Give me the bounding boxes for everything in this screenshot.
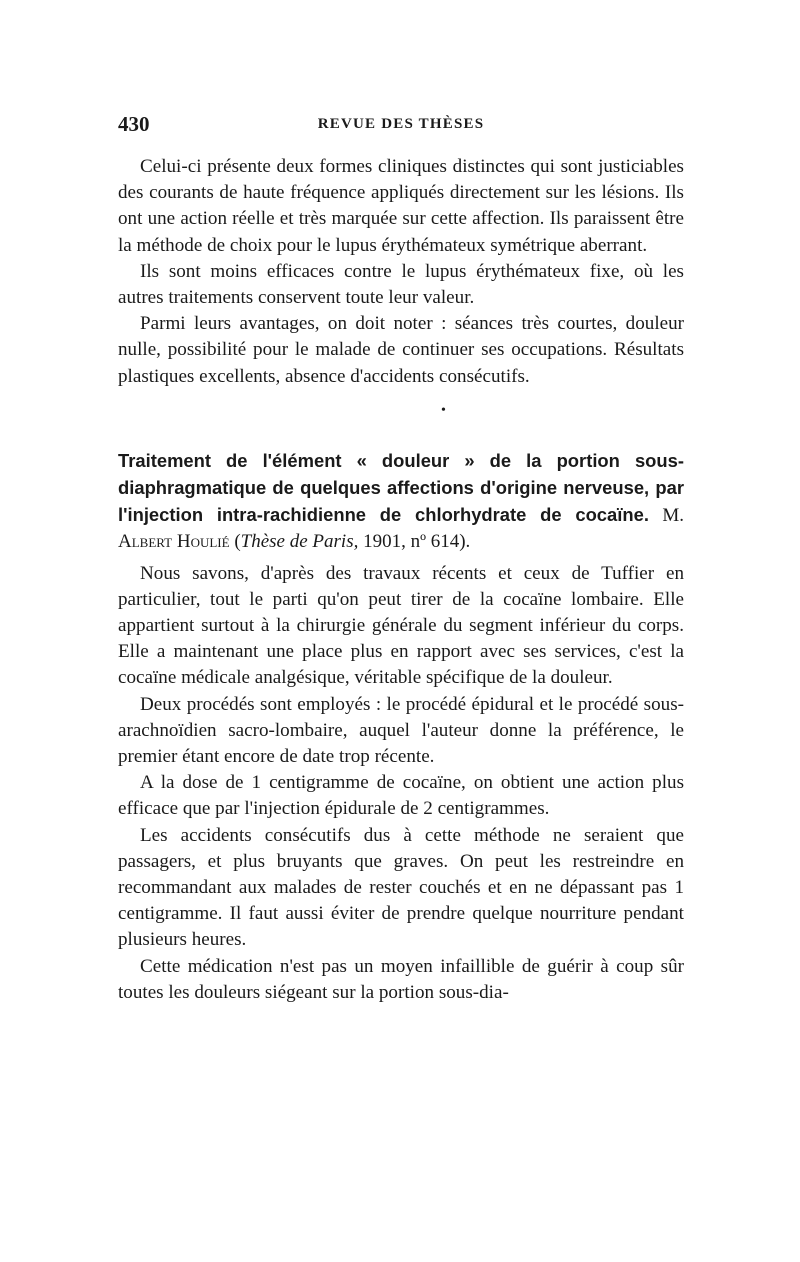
paragraph: Parmi leurs avantages, on doit noter : séances très courtes, douleur nulle, possibilité pour le malade de continuer ses occupations. Résultats plastiques excellents, absence d'accidents consécutifs. [118,313,684,387]
paragraph: Les accidents consécutifs dus à cette méthode ne seraient que passagers, et plus bruyants que graves. On peut les restreindre en recommandant aux malades de rester couchés et en ne dépassant pas 1 centigramme. Il faut aussi éviter de prendre quelque nourriture pendant plusieurs heures. [118,824,684,951]
citation-open: ( [234,531,241,553]
page-number: 430 [118,112,150,136]
book-page [118,112,684,1006]
article-body [118,561,684,1006]
paragraph: Cette médication n'est pas un moyen infaillible de guérir à coup sûr toutes les douleurs siégeant sur la portion sous-dia- [118,955,684,1003]
section-separator [118,390,684,448]
author-prefix: M. [662,505,684,527]
paragraph: A la dose de 1 centigramme de cocaïne, on obtient une action plus efficace que par l'injection épidurale de 2 centigrammes. [118,772,684,820]
citation-thesis: Thèse de Paris, [240,531,359,553]
article-author: Albert Houlié [118,531,230,553]
running-title: REVUE DES THÈSES [317,116,485,132]
separator-dot: • [441,402,446,418]
citation-details: 1901, nº 614). [363,531,471,553]
section-previous-review [118,154,684,390]
article-heading [118,448,684,556]
running-header [118,112,684,142]
article-title: Traitement de l'élément « douleur » de la portion sous-diaphragmatique de quelques affections d'origine nerveuse, par l'injection intra-rachidienne de chlorhydrate de cocaïne. [118,449,684,526]
paragraph: Celui-ci présente deux formes cliniques distinctes qui sont justiciables des courants de haute fréquence appliqués directement sur les lésions. Ils ont une action réelle et très marquée sur cette affection. Ils paraissent être la méthode de choix pour le lupus érythémateux symétrique aberrant. [118,156,684,256]
paragraph: Deux procédés sont employés : le procédé épidural et le procédé sous-arachnoïdien sacro-lombaire, auquel l'auteur donne la préférence, le premier étant encore de date trop récente. [118,693,684,768]
paragraph: Nous savons, d'après des travaux récents et ceux de Tuffier en particulier, tout le parti qu'on peut tirer de la cocaïne lombaire. Elle appartient surtout à la chirurgie générale du segment inférieur du corps. Elle a maintenant une place plus en rapport avec ses services, c'est la cocaïne médicale analgésique, véritable spécifique de la douleur. [118,562,684,689]
paragraph: Ils sont moins efficaces contre le lupus érythémateux fixe, où les autres traitements conservent toute leur valeur. [118,260,684,309]
